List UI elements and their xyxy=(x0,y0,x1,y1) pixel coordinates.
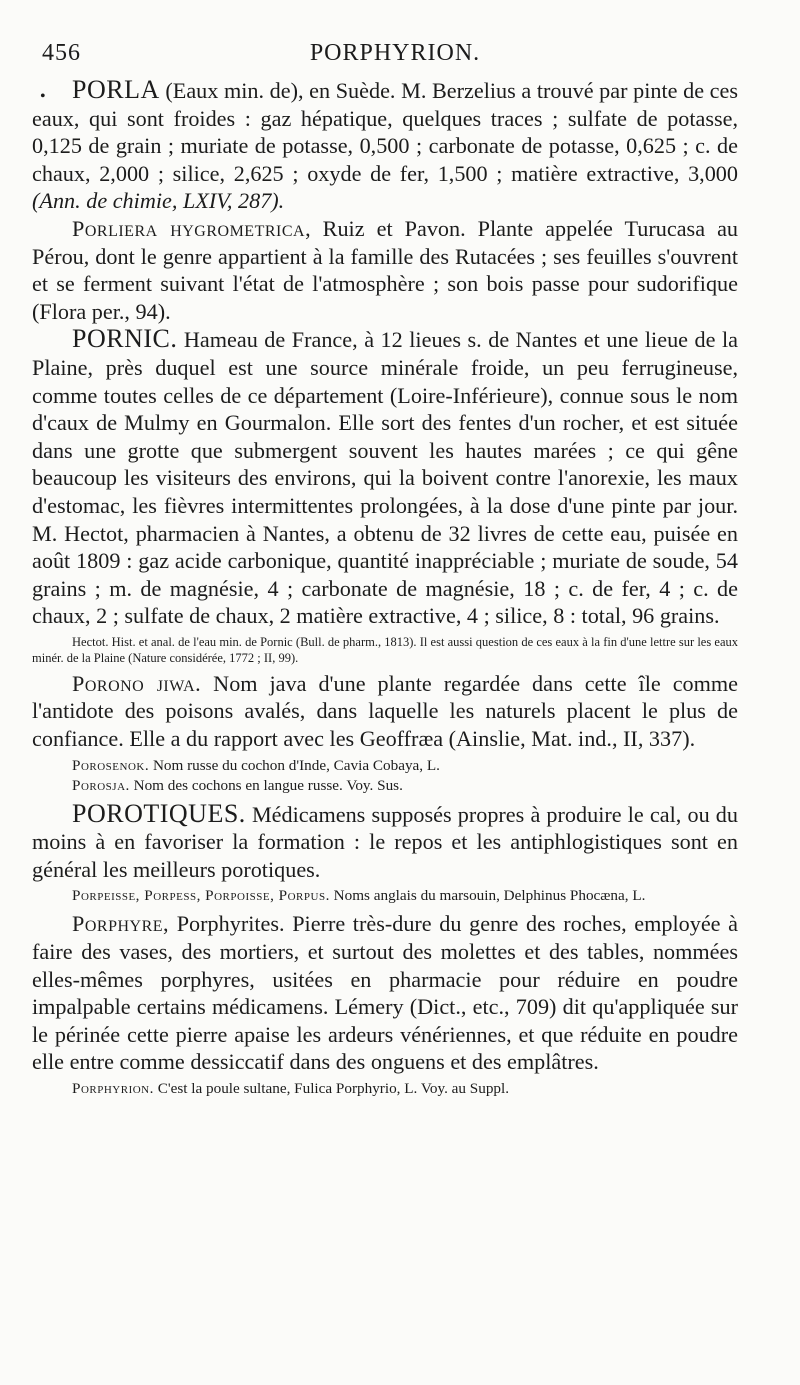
headword: Porphyre, xyxy=(72,911,170,937)
entry-text: Nom des cochons en langue russe. Voy. Sus. xyxy=(133,776,403,794)
entry-text: C'est la poule sultane, Fulica Porphyrio, L. Voy. au Suppl. xyxy=(157,1080,510,1097)
headword: PORLA xyxy=(72,75,160,104)
headword: POROTIQUES. xyxy=(72,798,246,828)
headword: Porpeisse, Porpess, Porpoisse, Porpus. xyxy=(72,887,330,905)
entry-pornic-note: Hectot. Hist. et anal. de l'eau min. de Pornic (Bull. de pharm., 1813). Il est aussi question de ces eaux à la fin d'une lettre sur les eaux minér. de la Plaine (Nature considérée, 1772 ; II, 99). xyxy=(32,634,738,665)
entry-porotiques xyxy=(32,800,738,884)
entry-reference: (Ann. de chimie, LXIV, 287). xyxy=(32,188,285,214)
entry-text: Porphyrites. Pierre très-dure du genre des roches, employée à faire des vases, des mortiers, et surtout des molettes et des tables, nommées elles-mêmes porphyres, usitées en pharmacie pour réduire en poudre impalpable certains médicamens. Lémery (Dict., etc., 709) dit qu'appliquée sur le périnée cette pierre apaise les ardeurs vénériennes, et que réduite en poudre elle entre comme dessiccatif dans des onguens et des emplâtres. xyxy=(32,911,739,1075)
entry-porliera xyxy=(32,215,738,325)
entry-text: (Eaux min. de), en Suède. M. Berzelius a trouvé par pinte de ces eaux, qui sont froides : gaz hépatique, quelques traces ; sulfate de potasse, 0,125 de grain ; muriate de potasse, 0,500 ; carbonate de potasse, 0,625 ; c. de chaux, 2,000 ; silice, 2,625 ; oxyde de fer, 1,500 ; matière extractive, 3,000 xyxy=(32,78,738,186)
entry-porosenok xyxy=(32,756,738,776)
headword: PORNIC. xyxy=(72,324,178,354)
entry-text: Nom russe du cochon d'Inde, Cavia Cobaya, L. xyxy=(152,756,440,774)
entry-porono-jiwa xyxy=(32,670,738,753)
entry-porpeisse xyxy=(32,886,738,906)
margin-mark: • xyxy=(40,88,46,105)
running-head xyxy=(32,40,738,76)
entry-reference: (Flora per., 94). xyxy=(32,298,171,324)
entry-porosja xyxy=(32,776,738,796)
entry-text: Nom java d'une plante regardée dans cette île comme l'antidote des poisons avalés, dans laquelle les naturels placent le plus de confiance. Elle a du rapport avec les Geoffræa (Ainslie, Mat. ind., II, 337). xyxy=(32,670,738,752)
running-title: PORPHYRION. xyxy=(309,40,481,66)
headword: Porono jiwa. xyxy=(72,670,202,696)
entry-text: Noms anglais du marsouin, Delphinus Phocæna, L. xyxy=(333,887,646,905)
headword: Porliera hygrometrica xyxy=(72,215,306,241)
entry-text: , Ruiz et Pavon. Plante appelée Turucasa au Pérou, dont le genre appartient à la famille des Rutacées ; ses feuilles s'ouvrent et se ferment suivant l'état de l'atmosphère ; son bois passe pour sudorifique xyxy=(32,215,739,297)
entry-porphyrion xyxy=(32,1079,738,1099)
entry-porla xyxy=(32,76,738,215)
headword: Porosenok. xyxy=(72,756,150,774)
entry-text: Médicamens supposés propres à produire le cal, ou du moins à en favoriser la formation : le repos et les antiphlogistiques sont en général les meilleurs porotiques. xyxy=(32,801,738,882)
headword: Porphyrion. xyxy=(72,1080,154,1097)
entry-porphyre xyxy=(32,910,738,1076)
entry-text: Hameau de France, à 12 lieues s. de Nantes et une lieue de la Plaine, près duquel est une source minérale froide, un peu ferrugineuse, comme toutes celles de ce département (Loire-Inférieure), connue sous le nom d'caux de Mulmy en Gourmalon. Elle sort des fentes d'un rocher, et est située dans une grotte que submergent souvent les hautes marées ; ce qui gêne beaucoup les visiteurs des environs, qui la boivent contre l'anorexie, les maux d'estomac, les fièvres intermittentes prolongées, à la dose d'une pinte par jour. M. Hectot, pharmacien à Nantes, a obtenu de 32 livres de cette eau, puisée en août 1809 : gaz acide carbonique, quantité inappréciable ; muriate de soude, 54 grains ; m. de magnésie, 4 ; carbonate de magnésie, 18 ; c. de fer, 4 ; c. de chaux, 2 ; sulfate de chaux, 2 matière extractive, 4 ; silice, 8 : total, 96 grains. xyxy=(32,327,738,629)
headword: Porosja. xyxy=(72,776,130,794)
entry-pornic xyxy=(32,325,738,630)
page-number: 456 xyxy=(42,40,81,66)
